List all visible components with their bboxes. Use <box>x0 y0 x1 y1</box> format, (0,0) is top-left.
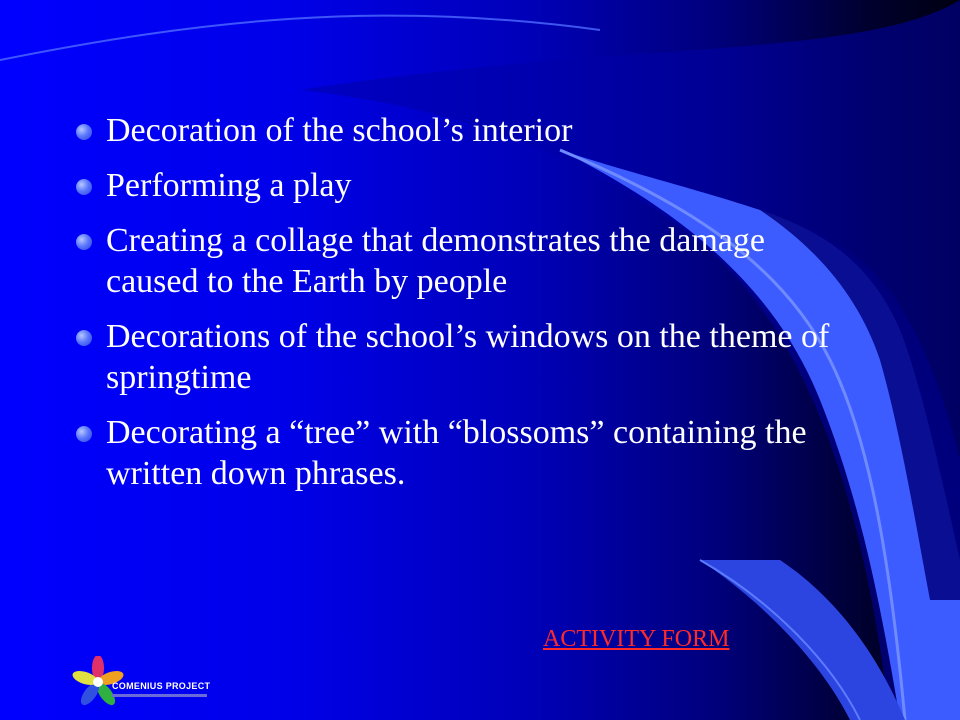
bullet-item <box>72 412 852 494</box>
activity-form-link[interactable]: ACTIVITY FORM <box>543 626 730 652</box>
bullet-item <box>72 220 852 302</box>
bullet-text: Decoration of the school’s interior <box>106 112 573 149</box>
bullet-item <box>72 316 852 398</box>
logo-text: COMENIUS PROJECT <box>112 681 211 691</box>
bullet-text: Decorating a “tree” with “blossoms” containing the written down phrases. <box>106 414 807 492</box>
bullet-dot-icon <box>76 426 92 442</box>
top-arc-line <box>0 16 600 60</box>
bullet-text: Creating a collage that demonstrates the damage caused to the Earth by people <box>106 222 765 300</box>
bullet-dot-icon <box>76 234 92 250</box>
bullet-dot-icon <box>76 179 92 195</box>
bullet-list <box>72 110 852 508</box>
logo-subline <box>112 694 207 697</box>
bullet-item <box>72 165 852 206</box>
bullet-dot-icon <box>76 124 92 140</box>
bullet-text: Decorations of the school’s windows on the theme of springtime <box>106 318 830 396</box>
bullet-dot-icon <box>76 330 92 346</box>
bullet-text: Performing a play <box>106 167 352 204</box>
bullet-item <box>72 110 852 151</box>
